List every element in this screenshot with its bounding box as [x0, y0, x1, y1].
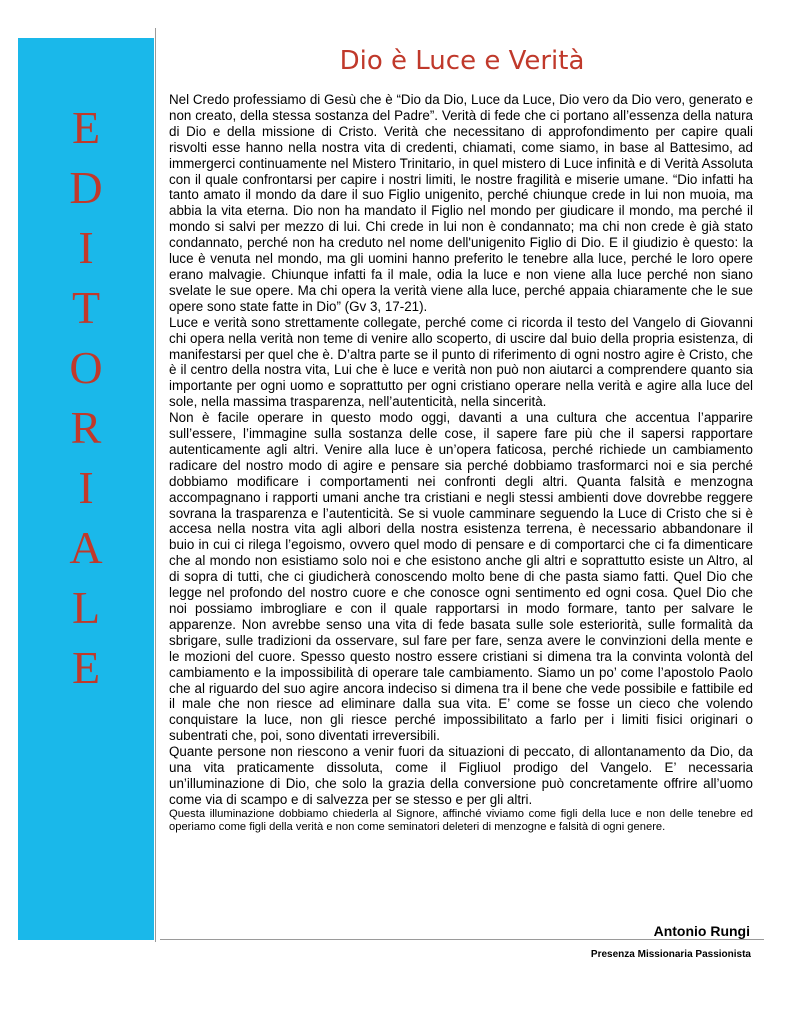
vertical-letter: E	[71, 102, 101, 153]
vertical-letter: R	[70, 402, 102, 453]
editoriale-vertical-label	[18, 98, 154, 698]
horizontal-divider	[160, 939, 764, 940]
vertical-letter: I	[78, 222, 94, 273]
article-paragraph: Nel Credo professiamo di Gesù che è “Dio da Dio, Luce da Luce, Dio vero da Dio vero, generato e non creato, della stessa sostanza del Padre”. Verità di fede che ci portano all’essenza della natura di Dio e della missione di Cristo. Verità che necessitano di approfondimento per capire quali risvolti esse hanno nella nostra vita di credenti, chiamati, come siamo, in base al Battesimo, ad immergerci continuamente nel Mistero Trinitario, in quel mistero di Luce infinità e di Verità Assoluta con il quale confrontarsi per capire i nostri limiti, le nostre fragilità e miserie umane. “Dio infatti ha tanto amato il mondo da dare il suo Figlio unigenito, perché chiunque crede in lui non muoia, ma abbia la vita eterna. Dio non ha mandato il Figlio nel mondo per giudicare il mondo, ma perché il mondo si salvi per mezzo di lui. Chi crede in lui non è condannato; ma chi non crede è già stato condannato, perché non ha creduto nel nome dell'unigenito Figlio di Dio. E il giudizio è questo: la luce è venuta nel mondo, ma gli uomini hanno preferito le tenebre alla luce, perché le loro opere erano malvagie. Chiunque infatti fa il male, odia la luce e non viene alla luce perché non siano svelate le sue opere. Ma chi opera la verità viene alla luce, perché appaia chiaramente che le sue opere sono state fatte in Dio” (Gv 3, 17-21).	[169, 92, 753, 314]
vertical-divider	[155, 28, 156, 942]
vertical-letter: I	[78, 462, 94, 513]
article-body	[169, 92, 753, 835]
article-paragraph: Quante persone non riescono a venir fuori da situazioni di peccato, di allontanamento da Dio, da una vita praticamente dissoluta, come il Figliuol prodigo del Vangelo. E’ necessaria un’illuminazione di Dio, che solo la grazia della conversione può concretamente offrire all’uomo come via di scampo e di salvezza per se stesso e per gli altri.	[169, 744, 753, 807]
publication-name: Presenza Missionaria Passionista	[590, 949, 751, 960]
article-title: Dio è Luce e Verità	[339, 46, 585, 76]
article-author: Antonio Rungi	[653, 923, 750, 939]
vertical-letter: D	[69, 162, 103, 213]
vertical-letter: E	[71, 642, 101, 693]
article-closing: Questa illuminazione dobbiamo chiederla al Signore, affinché viviamo come figli della luce e non delle tenebre ed operiamo come figli della verità e non come seminatori deleteri di menzogne e falsità di ogni genere.	[169, 807, 753, 834]
vertical-letter: T	[71, 282, 101, 333]
article-paragraph: Luce e verità sono strettamente collegate, perché come ci ricorda il testo del Vangelo di Giovanni chi opera nella verità non teme di venire allo scoperto, di uscire dal buio della propria esistenza, di manifestarsi per quel che è. D’altra parte se il punto di riferimento di ogni nostro agire è Cristo, che è il centro della nostra vita, Lui che è luce e verità non può non aiutarci a comprendere quanto sia importante per ogni uomo e soprattutto per ogni cristiano operare nella verità e agire alla luce del sole, nella massima trasparenza, nell’autenticità, nella sincerità.	[169, 314, 753, 410]
vertical-letter: O	[69, 342, 103, 393]
vertical-letter: L	[71, 582, 101, 633]
vertical-letter: A	[69, 522, 103, 573]
article-paragraph: Non è facile operare in questo modo oggi, davanti a una cultura che accentua l’apparire sull’essere, l’immagine sulla sostanza delle cose, il sapere fare più che il sapersi rapportare autenticamente agli altri. Venire alla luce è un’opera faticosa, perché richiede un cambiamento radicare del nostro modo di agire e pensare sia perché dobbiamo trasformarci noi e sia perché dobbiamo modificare i comportamenti nei confronti degli altri. Quanta falsità e menzogna accompagnano i rapporti umani anche tra cristiani e negli stessi ambienti dove dovrebbe reggere sovrana la trasparenza e l’autenticità. Se si vuole camminare seguendo la Luce di Cristo che si è accesa nella nostra vita agli albori della nostra esistenza terrena, è necessario abbandonare il buio in cui ci rilega l’egoismo, ovvero quel modo di pensare e di comportarci che ci fa dimenticare che al mondo non esistiamo solo noi e che esistono anche gli altri e soprattutto esiste un Altro, al di sopra di tutti, che ci giudicherà conoscendo molto bene di che pasta siamo fatti. Quel Dio che legge nel profondo del nostro cuore e che conosce ogni sentimento ed ogni cosa. Quel Dio che noi possiamo imbrogliare e con il quale rapportarsi in modo formare, tanto per salvare le apparenze. Non avrebbe senso una vita di fede basata sulle sole esteriorità, sulle formalità da sbrigare, sulle tradizioni da osservare, sul fare per fare, senza avere le convinzioni della mente e le mozioni del cuore. Spesso questo nostro essere cristiani si dimena tra la convinta volontà del cambiamento e la impossibilità di operare tale cambiamento. Siamo un po’ come l’apostolo Paolo che al riguardo del suo agire ancora indeciso si dimena tra il bene che vede possibile e fattibile ed il male che non riesce ad eliminare dalla sua vita. E’ come se fosse un cieco che volendo conquistare la luce, non gli riesce perché impossibilitato a farlo per i limiti fisici originari o subentrati che, poi, sono diventati irreversibili.	[169, 410, 753, 744]
